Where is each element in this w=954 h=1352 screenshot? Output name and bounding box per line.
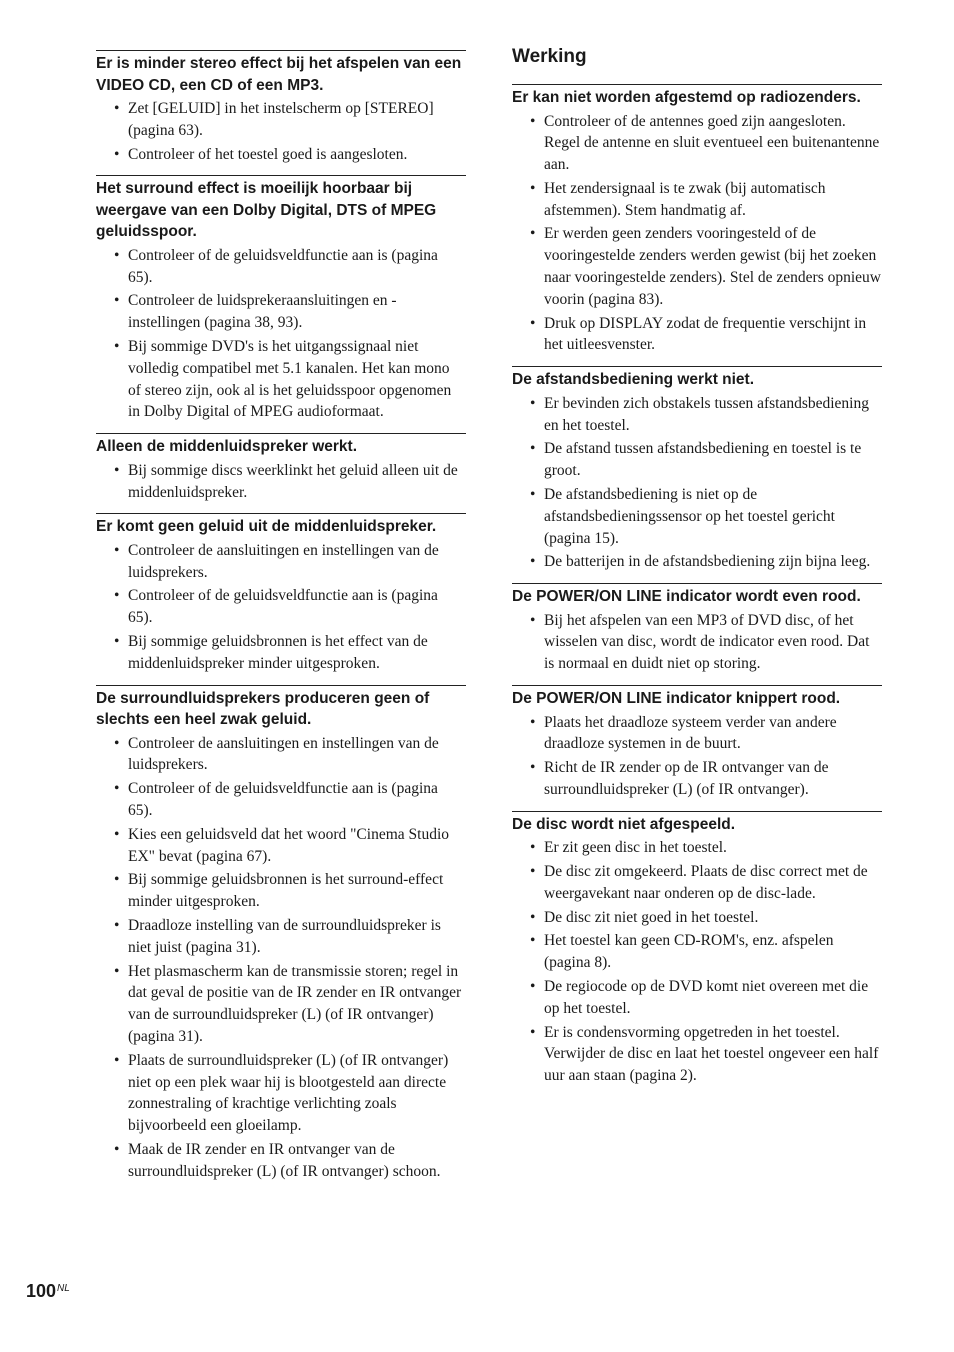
- list-item: [512, 1022, 882, 1087]
- list-item-text: Bij sommige geluidsbronnen is het surround-effect minder uitgesproken.: [128, 871, 444, 911]
- list-item-text: Bij sommige DVD's is het uitgangssignaal niet volledig compatibel met 5.1 kanalen. Het kan mono of stereo zijn, ook al is het geluidsspoor opgenomen in Dolby Digital of MPEG audioformaat.: [128, 338, 452, 421]
- section-heading: Er kan niet worden afgestemd op radiozenders.: [512, 89, 861, 106]
- list-item-text: Er zit geen disc in het toestel.: [544, 839, 727, 857]
- page-number-suffix: NL: [57, 1283, 70, 1294]
- list-item-text: Controleer of de geluidsveldfunctie aan is (pagina 65).: [128, 246, 438, 286]
- bullet-icon: •: [530, 932, 536, 950]
- bullet-icon: •: [114, 1051, 120, 1069]
- bullet-icon: •: [530, 179, 536, 197]
- bullet-icon: •: [530, 863, 536, 881]
- bullet-icon: •: [114, 246, 120, 264]
- list-item-text: De batterijen in de afstandsbediening zijn bijna leeg.: [544, 553, 871, 571]
- list-item: [512, 861, 882, 905]
- bullet-icon: •: [114, 962, 120, 980]
- section-heading: De surroundluidsprekers produceren geen of slechts een heel zwak geluid.: [96, 689, 430, 729]
- list-item-text: De afstand tussen afstandsbediening en toestel is te groot.: [544, 440, 862, 480]
- bullet-icon: •: [530, 839, 536, 857]
- list-item: [512, 930, 882, 974]
- bullet-list: [512, 610, 882, 675]
- bullet-icon: •: [114, 338, 120, 356]
- bullet-icon: •: [114, 100, 120, 117]
- list-item: [96, 915, 466, 959]
- bullet-icon: •: [530, 908, 536, 926]
- list-item-text: Controleer of het toestel goed is aangesloten.: [128, 145, 408, 163]
- list-item-text: Er is condensvorming opgetreden in het toestel. Verwijder de disc en laat het toestel ongeveer een half uur aan staan (pagina 2).: [544, 1023, 879, 1085]
- bullet-icon: •: [530, 485, 536, 503]
- list-item-text: Plaats het draadloze systeem verder van andere draadloze systemen in de buurt.: [544, 713, 837, 753]
- list-item-text: De regiocode op de DVD komt niet overeen met die op het toestel.: [544, 978, 869, 1017]
- list-item-text: Het toestel kan geen CD-ROM's, enz. afspelen (pagina 8).: [544, 932, 834, 972]
- section-heading: Alleen de middenluidspreker werkt.: [96, 438, 357, 456]
- troubleshooting-section: [512, 685, 882, 801]
- right-column: [512, 0, 882, 1097]
- list-item-text: Er bevinden zich obstakels tussen afstandsbediening en het toestel.: [544, 394, 869, 434]
- section-heading: De afstandsbediening werkt niet.: [512, 371, 755, 389]
- list-item: [96, 824, 466, 868]
- list-item: [512, 111, 882, 176]
- list-item: [512, 438, 882, 482]
- list-item-text: Bij het afspelen van een MP3 of DVD disc, of het wisselen van disc, wordt de indicator even rood. Dat is normaal en duidt niet op storing.: [544, 611, 870, 673]
- list-item: [512, 757, 882, 801]
- list-item-text: Zet [GELUID] in het instelscherm op [STEREO] (pagina 63).: [128, 100, 434, 139]
- list-item: [96, 245, 466, 289]
- list-item: [512, 178, 882, 222]
- list-item: [96, 336, 466, 423]
- bullet-icon: •: [530, 112, 536, 130]
- troubleshooting-section: [96, 50, 466, 165]
- section-heading: De POWER/ON LINE indicator knippert rood.: [512, 690, 841, 708]
- bullet-icon: •: [530, 759, 536, 777]
- list-item: [512, 610, 882, 675]
- troubleshooting-section: [96, 513, 466, 674]
- list-item: [512, 976, 882, 1020]
- troubleshooting-section: [512, 366, 882, 573]
- list-item-text: Maak de IR zender en IR ontvanger van de surroundluidspreker (L) (of IR ontvanger) schoon.: [128, 1140, 441, 1180]
- list-item: [96, 98, 466, 142]
- list-item-text: Bij sommige discs weerklinkt het geluid alleen uit de middenluidspreker.: [128, 461, 458, 501]
- list-item: [96, 733, 466, 777]
- section-heading: Er komt geen geluid uit de middenluidspreker.: [96, 518, 437, 536]
- list-item-text: Richt de IR zender op de IR ontvanger van de surroundluidspreker (L) (of IR ontvanger).: [544, 759, 829, 798]
- bullet-icon: •: [114, 461, 120, 479]
- left-column: [96, 0, 466, 1193]
- list-item-text: Controleer de luidsprekeraansluitingen en -instellingen (pagina 38, 93).: [128, 292, 397, 332]
- section-heading: Er is minder stereo effect bij het afspelen van een VIDEO CD, een CD of een MP3.: [96, 55, 462, 94]
- bullet-icon: •: [530, 978, 536, 995]
- bullet-icon: •: [530, 314, 536, 332]
- left-sections: [96, 50, 466, 1183]
- list-item: [96, 290, 466, 334]
- list-item-text: Plaats de surroundluidspreker (L) (of IR ontvanger) niet op een plek waar hij is blootgesteld aan directe zonnestraling of krachtige verlichting zoals bijvoorbeeld een gloeilamp.: [128, 1051, 449, 1135]
- list-item-text: Kies een geluidsveld dat het woord "Cinema Studio EX" bevat (pagina 67).: [128, 825, 450, 865]
- bullet-icon: •: [530, 225, 536, 243]
- list-item-text: Het zendersignaal is te zwak (bij automatisch afstemmen). Stem handmatig af.: [544, 179, 826, 219]
- list-item: [96, 540, 466, 584]
- bullet-icon: •: [530, 1023, 536, 1041]
- list-item: [96, 144, 466, 166]
- list-item-text: Controleer de aansluitingen en instellingen van de luidsprekers.: [128, 734, 439, 774]
- bullet-icon: •: [114, 145, 120, 163]
- list-item: [512, 837, 882, 859]
- list-item-text: Controleer de aansluitingen en instellingen van de luidsprekers.: [128, 541, 439, 581]
- bullet-icon: •: [530, 713, 536, 731]
- bullet-icon: •: [114, 917, 120, 935]
- list-item: [512, 907, 882, 929]
- troubleshooting-section: [512, 583, 882, 675]
- list-item: [512, 223, 882, 310]
- bullet-icon: •: [530, 394, 536, 412]
- list-item-text: Draadloze instelling van de surroundluidspreker is niet juist (pagina 31).: [128, 917, 441, 956]
- section-heading: Het surround effect is moeilijk hoorbaar bij weergave van een Dolby Digital, DTS of MPEG geluidsspoor.: [96, 180, 437, 241]
- bullet-list: [512, 393, 882, 573]
- bullet-list: [96, 460, 466, 504]
- list-item: [96, 631, 466, 675]
- list-item: [96, 961, 466, 1048]
- troubleshooting-section: [96, 433, 466, 503]
- list-item: [96, 460, 466, 504]
- troubleshooting-section: [96, 685, 466, 1183]
- left-top-spacer: [96, 0, 466, 50]
- bullet-icon: •: [114, 825, 120, 843]
- list-item: [96, 869, 466, 913]
- troubleshooting-section: [96, 175, 466, 423]
- list-item-text: De disc zit niet goed in het toestel.: [544, 908, 759, 926]
- bullet-icon: •: [114, 734, 120, 752]
- list-item: [96, 1050, 466, 1137]
- list-item: [96, 778, 466, 822]
- list-item-text: Het plasmascherm kan de transmissie storen; regel in dat geval de positie van de IR zender en IR ontvanger van de surroundluidspreker (L) (of IR ontvanger) (pagina 31).: [128, 962, 462, 1045]
- bullet-icon: •: [114, 292, 120, 310]
- bullet-icon: •: [114, 1140, 120, 1158]
- bullet-icon: •: [114, 871, 120, 889]
- list-item: [96, 1139, 466, 1183]
- bullet-icon: •: [114, 541, 120, 559]
- troubleshooting-section: [512, 84, 882, 356]
- list-item-text: Controleer of de antennes goed zijn aangesloten. Regel de antenne en sluit eventueel een buitenantenne aan.: [544, 112, 880, 174]
- list-item-text: Controleer of de geluidsveldfunctie aan is (pagina 65).: [128, 587, 438, 627]
- page-number-value: 100: [26, 1281, 57, 1301]
- bullet-icon: •: [114, 780, 120, 798]
- list-item-text: Er werden geen zenders vooringesteld of de vooringestelde zenders werden gewist (bij het zoeken naar vooringestelde zenders). Stel de zenders opnieuw voorin (pagina 83).: [544, 225, 881, 308]
- bullet-list: [96, 98, 466, 165]
- bullet-icon: •: [114, 587, 120, 605]
- bullet-icon: •: [530, 611, 536, 629]
- list-item-text: De disc zit omgekeerd. Plaats de disc correct met de weergavekant naar onderen op de disc-lade.: [544, 863, 868, 902]
- bullet-list: [512, 837, 882, 1087]
- bullet-list: [512, 111, 882, 357]
- list-item-text: Controleer of de geluidsveldfunctie aan is (pagina 65).: [128, 780, 438, 820]
- bullet-list: [96, 540, 466, 675]
- bullet-icon: •: [114, 633, 120, 651]
- bullet-list: [96, 245, 466, 423]
- bullet-icon: •: [530, 553, 536, 571]
- list-item: [96, 585, 466, 629]
- list-item-text: Bij sommige geluidsbronnen is het effect van de middenluidspreker minder uitgesproken.: [128, 633, 428, 672]
- list-item: [512, 393, 882, 437]
- right-sections: [512, 84, 882, 1087]
- list-item: [512, 313, 882, 357]
- section-heading: De disc wordt niet afgespeeld.: [512, 815, 736, 833]
- troubleshooting-section: [512, 811, 882, 1087]
- list-item-text: De afstandsbediening is niet op de afstandsbedieningssensor op het toestel gericht (pagina 15).: [544, 485, 835, 547]
- bullet-list: [512, 712, 882, 801]
- list-item: [512, 551, 882, 573]
- list-item: [512, 484, 882, 549]
- list-item: [512, 712, 882, 756]
- bullet-list: [96, 733, 466, 1183]
- section-title: Werking: [512, 46, 587, 67]
- bullet-icon: •: [530, 440, 536, 458]
- list-item-text: Druk op DISPLAY zodat de frequentie verschijnt in het uitleesvenster.: [544, 314, 867, 354]
- page-number: [26, 1281, 70, 1302]
- section-heading: De POWER/ON LINE indicator wordt even rood.: [512, 588, 861, 606]
